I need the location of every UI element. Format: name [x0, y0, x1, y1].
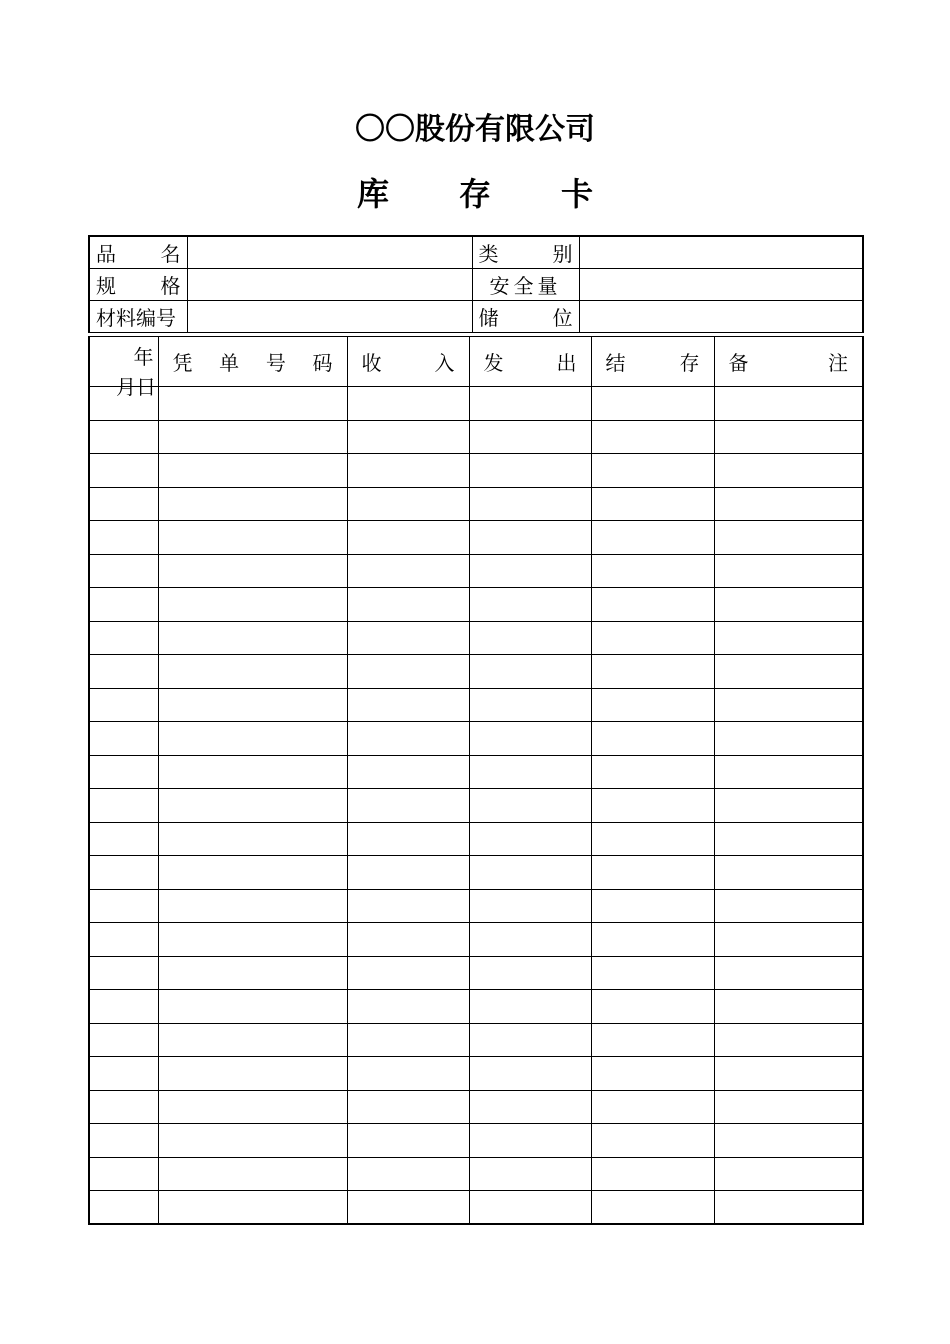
cell-issued[interactable] — [469, 387, 591, 421]
cell-voucher-no[interactable] — [158, 789, 347, 823]
cell-date[interactable] — [89, 688, 158, 722]
cell-balance[interactable] — [591, 588, 714, 622]
label-location — [472, 300, 579, 332]
cell-date[interactable] — [89, 822, 158, 856]
cell-received[interactable] — [347, 688, 469, 722]
table-row — [89, 722, 863, 756]
label-safety-stock: 安全量 — [472, 268, 579, 300]
header-char: 码 — [312, 351, 333, 375]
cell-balance[interactable] — [591, 521, 714, 555]
cell-balance[interactable] — [591, 387, 714, 421]
inventory-ledger-table — [88, 336, 864, 1225]
cell-remarks[interactable] — [714, 822, 863, 856]
header-char: 存 — [679, 351, 700, 375]
header-char: 备 — [728, 351, 749, 375]
cell-issued[interactable] — [469, 621, 591, 655]
cell-issued[interactable] — [469, 923, 591, 957]
cell-date[interactable] — [89, 521, 158, 555]
cell-balance[interactable] — [591, 1157, 714, 1191]
cell-balance[interactable] — [591, 554, 714, 588]
cell-date[interactable] — [89, 923, 158, 957]
cell-date[interactable] — [89, 990, 158, 1024]
cell-received[interactable] — [347, 1023, 469, 1057]
cell-voucher-no[interactable] — [158, 554, 347, 588]
cell-remarks[interactable] — [714, 387, 863, 421]
header-char: 结 — [605, 351, 626, 375]
cell-date[interactable] — [89, 789, 158, 823]
cell-issued[interactable] — [469, 956, 591, 990]
cell-balance[interactable] — [591, 789, 714, 823]
cell-issued[interactable] — [469, 521, 591, 555]
cell-date[interactable] — [89, 554, 158, 588]
header-char: 收 — [361, 351, 382, 375]
label-spec — [89, 268, 187, 300]
cell-voucher-no[interactable] — [158, 889, 347, 923]
header-issued — [469, 337, 591, 387]
cell-voucher-no[interactable] — [158, 1157, 347, 1191]
cell-voucher-no[interactable] — [158, 755, 347, 789]
material-no-field[interactable] — [187, 300, 472, 332]
cell-received[interactable] — [347, 655, 469, 689]
company-name: 〇〇股份有限公司 — [355, 112, 595, 147]
header-month-day: 月日 — [116, 375, 156, 399]
cell-received[interactable] — [347, 956, 469, 990]
cell-remarks[interactable] — [714, 889, 863, 923]
cell-received[interactable] — [347, 822, 469, 856]
table-row — [89, 1191, 863, 1225]
cell-received[interactable] — [347, 554, 469, 588]
cell-remarks[interactable] — [714, 1090, 863, 1124]
title-char-1: 库 — [356, 175, 389, 213]
cell-received[interactable] — [347, 387, 469, 421]
cell-remarks[interactable] — [714, 521, 863, 555]
cell-received[interactable] — [347, 521, 469, 555]
cell-issued[interactable] — [469, 454, 591, 488]
cell-date[interactable] — [89, 588, 158, 622]
cell-issued[interactable] — [469, 722, 591, 756]
cell-voucher-no[interactable] — [158, 487, 347, 521]
cell-remarks[interactable] — [714, 621, 863, 655]
label-material-no: 材料编号 — [89, 300, 187, 332]
category-field[interactable] — [579, 236, 863, 268]
cell-voucher-no[interactable] — [158, 990, 347, 1024]
cell-remarks[interactable] — [714, 1157, 863, 1191]
cell-balance[interactable] — [591, 655, 714, 689]
label-category — [472, 236, 579, 268]
table-row — [89, 1057, 863, 1091]
cell-date[interactable] — [89, 956, 158, 990]
cell-received[interactable] — [347, 923, 469, 957]
cell-balance[interactable] — [591, 621, 714, 655]
table-row — [89, 420, 863, 454]
cell-date[interactable] — [89, 420, 158, 454]
cell-balance[interactable] — [591, 1191, 714, 1225]
title-char-2: 存 — [458, 175, 491, 213]
cell-date[interactable] — [89, 1023, 158, 1057]
ledger-body — [89, 387, 863, 1225]
cell-date[interactable] — [89, 1090, 158, 1124]
table-row — [89, 521, 863, 555]
cell-voucher-no[interactable] — [158, 923, 347, 957]
cell-balance[interactable] — [591, 420, 714, 454]
table-row — [89, 889, 863, 923]
cell-remarks[interactable] — [714, 688, 863, 722]
cell-voucher-no[interactable] — [158, 1090, 347, 1124]
cell-balance[interactable] — [591, 454, 714, 488]
cell-issued[interactable] — [469, 1090, 591, 1124]
cell-date[interactable] — [89, 755, 158, 789]
cell-date[interactable] — [89, 1191, 158, 1225]
table-row — [89, 655, 863, 689]
header-year: 年 — [133, 345, 154, 369]
cell-remarks[interactable] — [714, 1191, 863, 1225]
cell-issued[interactable] — [469, 1124, 591, 1158]
label-char: 位 — [552, 305, 573, 330]
cell-date[interactable] — [89, 487, 158, 521]
cell-issued[interactable] — [469, 688, 591, 722]
header-char: 入 — [434, 351, 455, 375]
form-title — [0, 172, 950, 216]
cell-received[interactable] — [347, 487, 469, 521]
label-char: 储 — [478, 305, 499, 330]
cell-balance[interactable] — [591, 755, 714, 789]
cell-voucher-no[interactable] — [158, 454, 347, 488]
cell-voucher-no[interactable] — [158, 1191, 347, 1225]
location-field[interactable] — [579, 300, 863, 332]
cell-issued[interactable] — [469, 1191, 591, 1225]
cell-remarks[interactable] — [714, 454, 863, 488]
info-row-material — [89, 300, 863, 332]
cell-received[interactable] — [347, 990, 469, 1024]
table-row — [89, 789, 863, 823]
cell-received[interactable] — [347, 889, 469, 923]
table-row — [89, 1157, 863, 1191]
cell-balance[interactable] — [591, 990, 714, 1024]
cell-issued[interactable] — [469, 554, 591, 588]
cell-issued[interactable] — [469, 889, 591, 923]
label-product-name — [89, 236, 187, 268]
table-row — [89, 923, 863, 957]
cell-balance[interactable] — [591, 923, 714, 957]
table-row — [89, 688, 863, 722]
cell-remarks[interactable] — [714, 722, 863, 756]
cell-voucher-no[interactable] — [158, 956, 347, 990]
table-row — [89, 387, 863, 421]
cell-issued[interactable] — [469, 1157, 591, 1191]
cell-voucher-no[interactable] — [158, 1023, 347, 1057]
cell-date[interactable] — [89, 621, 158, 655]
cell-issued[interactable] — [469, 1023, 591, 1057]
header-char: 注 — [828, 351, 848, 375]
table-row — [89, 454, 863, 488]
cell-balance[interactable] — [591, 1023, 714, 1057]
cell-issued[interactable] — [469, 588, 591, 622]
table-row — [89, 956, 863, 990]
cell-received[interactable] — [347, 755, 469, 789]
table-row — [89, 1124, 863, 1158]
cell-balance[interactable] — [591, 1057, 714, 1091]
header-char: 凭 — [172, 351, 193, 375]
cell-date[interactable] — [89, 722, 158, 756]
header-received — [347, 337, 469, 387]
label-char: 格 — [160, 273, 181, 298]
cell-voucher-no[interactable] — [158, 856, 347, 890]
header-remarks — [714, 337, 863, 387]
info-row-spec — [89, 268, 863, 300]
table-row — [89, 487, 863, 521]
cell-issued[interactable] — [469, 755, 591, 789]
label-char: 品 — [96, 241, 116, 266]
cell-received[interactable] — [347, 420, 469, 454]
label-char: 别 — [552, 241, 573, 266]
cell-date[interactable] — [89, 1124, 158, 1158]
cell-issued[interactable] — [469, 1057, 591, 1091]
cell-date[interactable] — [89, 1157, 158, 1191]
info-row-name — [89, 236, 863, 268]
cell-issued[interactable] — [469, 822, 591, 856]
table-row — [89, 1090, 863, 1124]
cell-remarks[interactable] — [714, 588, 863, 622]
safety-stock-field[interactable] — [579, 268, 863, 300]
label-char: 名 — [160, 241, 181, 266]
cell-received[interactable] — [347, 722, 469, 756]
cell-issued[interactable] — [469, 856, 591, 890]
table-row — [89, 554, 863, 588]
cell-balance[interactable] — [591, 1090, 714, 1124]
ledger-header-row — [89, 337, 863, 387]
table-row — [89, 856, 863, 890]
cell-remarks[interactable] — [714, 956, 863, 990]
cell-date[interactable] — [89, 889, 158, 923]
cell-remarks[interactable] — [714, 755, 863, 789]
cell-voucher-no[interactable] — [158, 688, 347, 722]
table-row — [89, 1023, 863, 1057]
cell-received[interactable] — [347, 1191, 469, 1225]
title-char-3: 卡 — [561, 175, 594, 213]
cell-remarks[interactable] — [714, 420, 863, 454]
cell-received[interactable] — [347, 454, 469, 488]
cell-remarks[interactable] — [714, 1124, 863, 1158]
cell-received[interactable] — [347, 1157, 469, 1191]
cell-received[interactable] — [347, 856, 469, 890]
cell-issued[interactable] — [469, 655, 591, 689]
cell-voucher-no[interactable] — [158, 655, 347, 689]
cell-received[interactable] — [347, 1057, 469, 1091]
cell-received[interactable] — [347, 1124, 469, 1158]
header-date — [89, 337, 158, 399]
cell-issued[interactable] — [469, 420, 591, 454]
spec-field[interactable] — [187, 268, 472, 300]
table-row — [89, 621, 863, 655]
cell-remarks[interactable] — [714, 789, 863, 823]
cell-balance[interactable] — [591, 1124, 714, 1158]
cell-remarks[interactable] — [714, 1057, 863, 1091]
label-char: 类 — [478, 241, 499, 266]
cell-issued[interactable] — [469, 789, 591, 823]
cell-issued[interactable] — [469, 487, 591, 521]
cell-received[interactable] — [347, 789, 469, 823]
cell-balance[interactable] — [591, 688, 714, 722]
cell-balance[interactable] — [591, 822, 714, 856]
cell-date[interactable] — [89, 655, 158, 689]
table-row — [89, 755, 863, 789]
cell-voucher-no[interactable] — [158, 1124, 347, 1158]
cell-remarks[interactable] — [714, 856, 863, 890]
cell-balance[interactable] — [591, 856, 714, 890]
cell-received[interactable] — [347, 621, 469, 655]
table-row — [89, 990, 863, 1024]
item-info-table — [88, 235, 864, 333]
table-row — [89, 822, 863, 856]
cell-date[interactable] — [89, 454, 158, 488]
cell-voucher-no[interactable] — [158, 588, 347, 622]
cell-remarks[interactable] — [714, 554, 863, 588]
cell-balance[interactable] — [591, 956, 714, 990]
cell-voucher-no[interactable] — [158, 722, 347, 756]
cell-date[interactable] — [89, 856, 158, 890]
header-char: 发 — [483, 351, 504, 375]
cell-remarks[interactable] — [714, 655, 863, 689]
cell-remarks[interactable] — [714, 990, 863, 1024]
cell-balance[interactable] — [591, 487, 714, 521]
cell-remarks[interactable] — [714, 487, 863, 521]
cell-voucher-no[interactable] — [158, 420, 347, 454]
header-char: 号 — [265, 351, 286, 375]
cell-issued[interactable] — [469, 990, 591, 1024]
cell-voucher-no[interactable] — [158, 1057, 347, 1091]
cell-balance[interactable] — [591, 722, 714, 756]
label-char: 规 — [96, 273, 116, 298]
cell-received[interactable] — [347, 588, 469, 622]
cell-remarks[interactable] — [714, 923, 863, 957]
header-voucher-no — [158, 337, 347, 387]
cell-balance[interactable] — [591, 889, 714, 923]
cell-received[interactable] — [347, 1090, 469, 1124]
cell-voucher-no[interactable] — [158, 822, 347, 856]
header-char: 单 — [219, 351, 240, 375]
cell-voucher-no[interactable] — [158, 521, 347, 555]
header-balance — [591, 337, 714, 387]
cell-date[interactable] — [89, 1057, 158, 1091]
cell-voucher-no[interactable] — [158, 387, 347, 421]
table-row — [89, 588, 863, 622]
product-name-field[interactable] — [187, 236, 472, 268]
cell-voucher-no[interactable] — [158, 621, 347, 655]
cell-remarks[interactable] — [714, 1023, 863, 1057]
header-char: 出 — [556, 351, 577, 375]
